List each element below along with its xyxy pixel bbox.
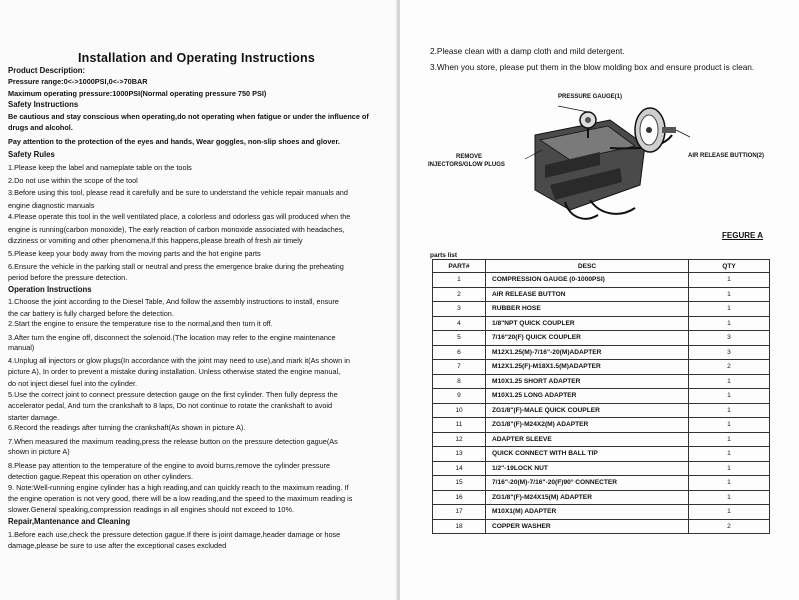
description-cell: ZG1/8"(F)-MALE QUICK COUPLER bbox=[486, 403, 689, 418]
table-row bbox=[433, 345, 770, 360]
description-cell: AIR RELEASE BUTTON bbox=[486, 287, 689, 302]
instruction-line: 3.Before using this tool, please read it carefully and be sure to understand the vehicle repair manuals and bbox=[8, 188, 348, 197]
quantity-cell: 1 bbox=[689, 447, 770, 462]
header-qty: QTY bbox=[689, 260, 770, 273]
pressure-gauge-icon bbox=[635, 108, 676, 152]
description-cell: 1/8"NPT QUICK COUPLER bbox=[486, 316, 689, 331]
instruction-line: accelerator pedal, And turn the crankshaft to 8 laps, Do not continue to rotate the crankshaft to avoid bbox=[8, 401, 333, 410]
quantity-cell: 1 bbox=[689, 287, 770, 302]
instruction-line: Be cautious and stay conscious when operating,do not operating when fatigue or under the influence of bbox=[8, 112, 369, 121]
table-row bbox=[433, 331, 770, 346]
description-cell: COMPRESSION GAUGE (0-1000PSI) bbox=[486, 273, 689, 288]
quantity-cell: 3 bbox=[689, 345, 770, 360]
part-number-cell: 18 bbox=[433, 519, 486, 534]
quantity-cell: 1 bbox=[689, 432, 770, 447]
description-cell: ADAPTER SLEEVE bbox=[486, 432, 689, 447]
table-row bbox=[433, 374, 770, 389]
instruction-line: picture A), In order to prevent a mistake during installation. Unless otherwise stated the engine manual, bbox=[8, 367, 341, 376]
quantity-cell: 1 bbox=[689, 302, 770, 317]
section-heading: Product Description: bbox=[8, 66, 86, 75]
table-row bbox=[433, 519, 770, 534]
instruction-line: period before the pressure detection. bbox=[8, 273, 128, 282]
part-number-cell: 11 bbox=[433, 418, 486, 433]
part-number-cell: 12 bbox=[433, 432, 486, 447]
description-cell: QUICK CONNECT WITH BALL TIP bbox=[486, 447, 689, 462]
table-row bbox=[433, 490, 770, 505]
quantity-cell: 1 bbox=[689, 273, 770, 288]
figure-a-diagram bbox=[428, 90, 780, 230]
quantity-cell: 1 bbox=[689, 490, 770, 505]
section-heading: Safety Instructions bbox=[8, 100, 79, 109]
injector-label-line2: INJECTORS/GLOW PLUGS bbox=[428, 162, 505, 168]
instruction-line: manual) bbox=[8, 343, 35, 352]
page-title: Installation and Operating Instructions bbox=[78, 51, 315, 65]
instruction-line: damage,please be sure to use after the exceptional cases excluded bbox=[8, 541, 227, 550]
part-number-cell: 6 bbox=[433, 345, 486, 360]
description-cell: RUBBER HOSE bbox=[486, 302, 689, 317]
quantity-cell: 1 bbox=[689, 461, 770, 476]
quantity-cell: 1 bbox=[689, 505, 770, 520]
table-row bbox=[433, 403, 770, 418]
engine-block-icon bbox=[535, 120, 645, 219]
cleaning-step-3: 3.When you store, please put them in the blow molding box and ensure product is clean. bbox=[430, 62, 755, 72]
table-row bbox=[433, 302, 770, 317]
table-row bbox=[433, 389, 770, 404]
table-row bbox=[433, 447, 770, 462]
quantity-cell: 1 bbox=[689, 316, 770, 331]
header-desc: DESC bbox=[486, 260, 689, 273]
part-number-cell: 17 bbox=[433, 505, 486, 520]
quantity-cell: 1 bbox=[689, 476, 770, 491]
quantity-cell: 1 bbox=[689, 389, 770, 404]
part-number-cell: 4 bbox=[433, 316, 486, 331]
instruction-line: Pressure range:0<->1000PSI,0<->70BAR bbox=[8, 77, 148, 86]
engine-gauge-illustration bbox=[450, 90, 780, 230]
cleaning-step-2: 2.Please clean with a damp cloth and mild detergent. bbox=[430, 46, 625, 56]
instruction-line: 5.Use the correct joint to connect pressure detection gauge on the first cylinder. Then fully depress the bbox=[8, 390, 338, 399]
description-cell: ZG1/8"(F)-M24X2(M) ADAPTER bbox=[486, 418, 689, 433]
injector-label-line1: REMOVE bbox=[456, 154, 483, 160]
part-number-cell: 5 bbox=[433, 331, 486, 346]
instruction-line: 3.After turn the engine off, disconnect the solenoid.(The location may refer to the engine maintenance bbox=[8, 333, 336, 342]
table-row bbox=[433, 432, 770, 447]
instruction-line: 2.Start the engine to ensure the temperature rise to the normal,and then turn it off. bbox=[8, 319, 273, 328]
section-heading: Safety Rules bbox=[8, 150, 55, 159]
release-button-label: AIR RELEASE BUTTION(2) bbox=[688, 153, 765, 159]
description-cell: ZG1/8"(F)-M24X15(M) ADAPTER bbox=[486, 490, 689, 505]
figure-caption: FEGURE A bbox=[722, 231, 764, 240]
gauge-label: PRESSURE GAUGE(1) bbox=[558, 94, 623, 100]
section-heading: Operation Instructions bbox=[8, 285, 92, 294]
part-number-cell: 3 bbox=[433, 302, 486, 317]
table-row bbox=[433, 505, 770, 520]
parts-table-body bbox=[433, 273, 770, 534]
description-cell: M12X1.25(F)-M18X1.5(M)ADAPTER bbox=[486, 360, 689, 375]
instruction-line: Maximum operating pressure:1000PSI(Normal operating pressure 750 PSI) bbox=[8, 89, 267, 98]
instruction-line: 1.Before each use,check the pressure detection gague.If there is joint damage,header damage or hose bbox=[8, 530, 341, 539]
table-row bbox=[433, 273, 770, 288]
instruction-line: 1.Please keep the label and nameplate table on the tools bbox=[8, 163, 192, 172]
table-header-row bbox=[433, 260, 770, 273]
quantity-cell: 1 bbox=[689, 418, 770, 433]
instruction-line: 9. Note:Well-running engine cylinder has a high reading,and can quickly reach to the maximum reading. If bbox=[8, 483, 349, 492]
table-row bbox=[433, 316, 770, 331]
quantity-cell: 1 bbox=[689, 403, 770, 418]
quantity-cell: 2 bbox=[689, 519, 770, 534]
part-number-cell: 9 bbox=[433, 389, 486, 404]
parts-table bbox=[432, 259, 770, 534]
instruction-line: 5.Please keep your body away from the moving parts and the hot engine parts bbox=[8, 249, 261, 258]
instruction-line: 4.Unplug all injectors or glow plugs(In accordance with the joint may need to use),and mark it(As shown in bbox=[8, 356, 350, 365]
instruction-line: slower.General speaking,compression readings in all engines should not exceed to 10%. bbox=[8, 505, 294, 514]
instruction-line: 8.Please pay attention to the temperature of the engine to avoid burns,remove the cylinder pressure bbox=[8, 461, 331, 470]
instruction-line: the car battery is fully charged before the detection. bbox=[8, 309, 174, 318]
instruction-line: 2.Do not use within the scope of the tool bbox=[8, 176, 138, 185]
instruction-line: starter damage. bbox=[8, 413, 60, 422]
part-number-cell: 10 bbox=[433, 403, 486, 418]
description-cell: M12X1.25(M)-7/16"-20(M)ADAPTER bbox=[486, 345, 689, 360]
table-row bbox=[433, 476, 770, 491]
description-cell: 7/16"-20(M)-7/16"-20(F)90° CONNECTER bbox=[486, 476, 689, 491]
part-number-cell: 1 bbox=[433, 273, 486, 288]
parts-list-label: parts list bbox=[430, 252, 458, 259]
instruction-line: engine diagnostic manuals bbox=[8, 201, 95, 210]
instruction-line: 6.Ensure the vehicle in the parking stall or neutral and press the emergence brake during the preheating bbox=[8, 262, 344, 271]
description-cell: 1/2"-19LOCK NUT bbox=[486, 461, 689, 476]
description-cell: M10X1(M) ADAPTER bbox=[486, 505, 689, 520]
section-heading: Repair,Mantenance and Cleaning bbox=[8, 517, 131, 526]
instruction-line: 1.Choose the joint according to the Diesel Table, And follow the assembly instructions to install, ensure bbox=[8, 297, 339, 306]
table-row bbox=[433, 418, 770, 433]
instruction-line: 6.Record the readings after turning the crankshaft(As shown in picture A). bbox=[8, 423, 246, 432]
part-number-cell: 14 bbox=[433, 461, 486, 476]
description-cell: 7/16"20(F) QUICK COUPLER bbox=[486, 331, 689, 346]
instruction-line: engine is running(carbon monoxide), The early reaction of carbon monoxide associated with headaches, bbox=[8, 225, 345, 234]
table-row bbox=[433, 287, 770, 302]
instruction-line: Pay attention to the protection of the eyes and hands, Wear goggles, non-slip shoes and glover. bbox=[8, 137, 340, 146]
part-number-cell: 8 bbox=[433, 374, 486, 389]
part-number-cell: 15 bbox=[433, 476, 486, 491]
description-cell: M10X1.25 SHORT ADAPTER bbox=[486, 374, 689, 389]
instruction-line: drugs and alcohol. bbox=[8, 123, 73, 132]
part-number-cell: 2 bbox=[433, 287, 486, 302]
part-number-cell: 7 bbox=[433, 360, 486, 375]
description-cell: M10X1.25 LONG ADAPTER bbox=[486, 389, 689, 404]
quantity-cell: 3 bbox=[689, 331, 770, 346]
instruction-line: the engine operation is not very good, there will be a low reading,and the speed to the maximum reading is bbox=[8, 494, 353, 503]
instruction-line: 7.When measured the maximum reading,press the release button on the pressure detection gague(As bbox=[8, 437, 338, 446]
instruction-line: detection gague.Repeat this operation on other cylinders. bbox=[8, 472, 193, 481]
part-number-cell: 16 bbox=[433, 490, 486, 505]
part-number-cell: 13 bbox=[433, 447, 486, 462]
instruction-line: dizziness or vomiting and other phenomena,If this happens,please breath of fresh air timely bbox=[8, 236, 303, 245]
table-row bbox=[433, 461, 770, 476]
instruction-line: 4.Please operate this tool in the well ventilated place, a colorless and odorless gas will produced when the bbox=[8, 212, 351, 221]
instruction-line: do not inject diesel fuel into the cylinder. bbox=[8, 379, 137, 388]
description-cell: COPPER WASHER bbox=[486, 519, 689, 534]
header-part: PART# bbox=[433, 260, 486, 273]
quantity-cell: 1 bbox=[689, 374, 770, 389]
instruction-line: shown in picture A) bbox=[8, 447, 70, 456]
quantity-cell: 2 bbox=[689, 360, 770, 375]
table-row bbox=[433, 360, 770, 375]
